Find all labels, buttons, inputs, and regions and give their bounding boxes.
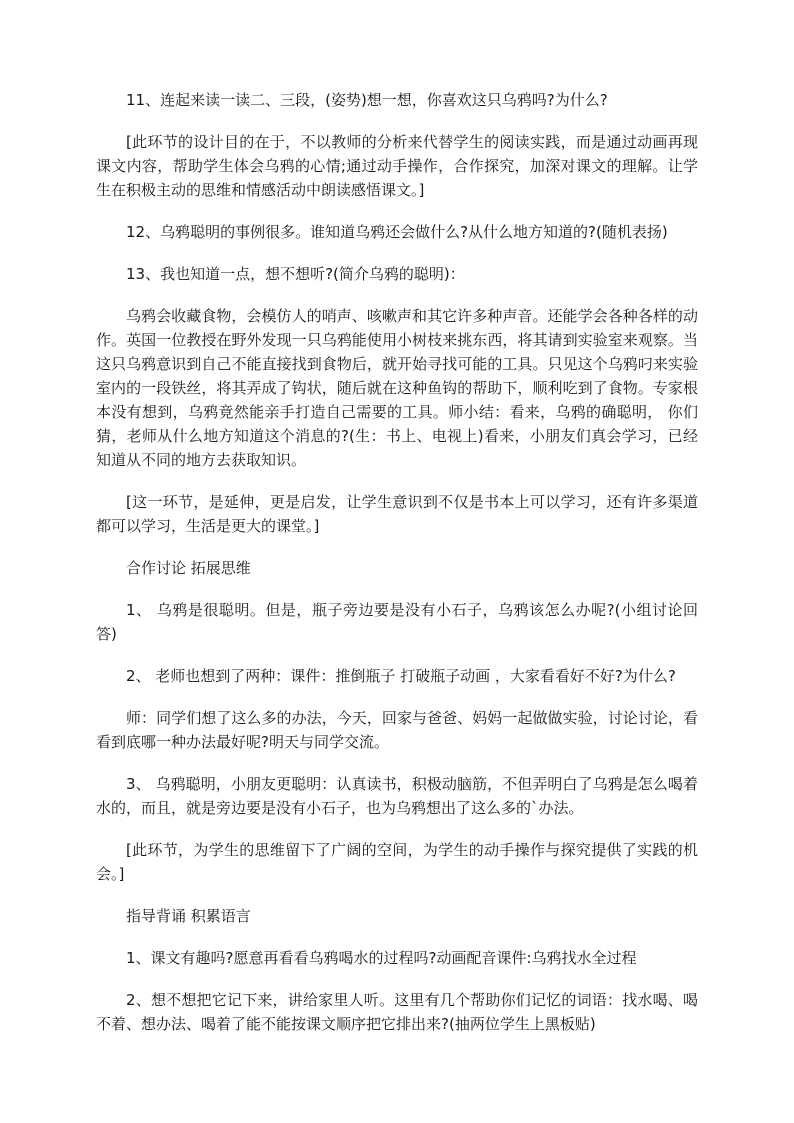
paragraph-teacher-remark: 师：同学们想了这么多的办法，今天，回家与爸爸、妈妈一起做做实验，讨论讨论，看看到底哪一种办法最好呢?明天与同学交流。 — [96, 709, 698, 751]
paragraph-design-note-2: [这一环节，是延伸，更是启发，让学生意识到不仅是书本上可以学习，还有许多渠道都可以学习，生活是更大的课堂。] — [96, 493, 698, 535]
paragraph-13-intro: 13、我也知道一点，想不想听?(简介乌鸦的聪明)： — [126, 265, 465, 283]
document-page — [96, 88, 698, 1054]
paragraph-recitation-2: 2、想不想把它记下来，讲给家里人听。这里有几个帮助你们记忆的词语：找水喝、喝不着、想办法、喝着了能不能按课文顺序把它排出来?(抽两位学生上黑板贴) — [96, 991, 698, 1033]
section-heading-discussion: 合作讨论 拓展思维 — [126, 559, 251, 577]
paragraph-design-note-3: [此环节，为学生的思维留下了广阔的空间，为学生的动手操作与探究提供了实践的机会。] — [96, 841, 698, 883]
paragraph-12-question: 12、乌鸦聪明的事例很多。谁知道乌鸦还会做什么?从什么地方知道的?(随机表扬) — [126, 223, 668, 241]
paragraph-discussion-2: 2、 老师也想到了两种：课件：推倒瓶子 打破瓶子动画 ，大家看看好不好?为什么? — [126, 667, 676, 685]
section-heading-recitation: 指导背诵 积累语言 — [126, 907, 251, 925]
paragraph-11-question: 11、连起来读一读二、三段，(姿势)想一想，你喜欢这只乌鸦吗?为什么? — [126, 91, 608, 109]
paragraph-discussion-1: 1、 乌鸦是很聪明。但是，瓶子旁边要是没有小石子，乌鸦该怎么办呢?(小组讨论回答) — [96, 601, 698, 643]
paragraph-crow-facts: 乌鸦会收藏食物，会模仿人的哨声、咳嗽声和其它许多种声音。还能学会各种各样的动作。英国一位教授在野外发现一只乌鸦能使用小树枝来挑东西，将其请到实验室来观察。当这只乌鸦意识到自己不能直接找到食物后，就开始寻找可能的工具。只见这个乌鸦叼来实验室内的一段铁丝，将其弄成了钩状，随后就在这种鱼钩的帮助下，顺利吃到了食物。专家根本没有想到，乌鸦竟然能亲手打造自己需要的工具。师小结：看来，乌鸦的确聪明， 你们猜，老师从什么地方知道这个消息的?(生：书上、电视上)看来，小朋友们真会学习，已经知道从不同的地方去获取知识。 — [96, 307, 698, 469]
paragraph-discussion-3: 3、 乌鸦聪明，小朋友更聪明：认真读书，积极动脑筋，不但弄明白了乌鸦是怎么喝着水的，而且，就是旁边要是没有小石子，也为乌鸦想出了这么多的`办法。 — [96, 775, 698, 817]
paragraph-recitation-1: 1、课文有趣吗?愿意再看看乌鸦喝水的过程吗?动画配音课件:乌鸦找水全过程 — [126, 949, 637, 967]
paragraph-design-note-1: [此环节的设计目的在于，不以教师的分析来代替学生的阅读实践，而是通过动画再现课文内容，帮助学生体会乌鸦的心情;通过动手操作，合作探究，加深对课文的理解。让学生在积极主动的思维和情感活动中朗读感悟课文。] — [96, 133, 698, 199]
